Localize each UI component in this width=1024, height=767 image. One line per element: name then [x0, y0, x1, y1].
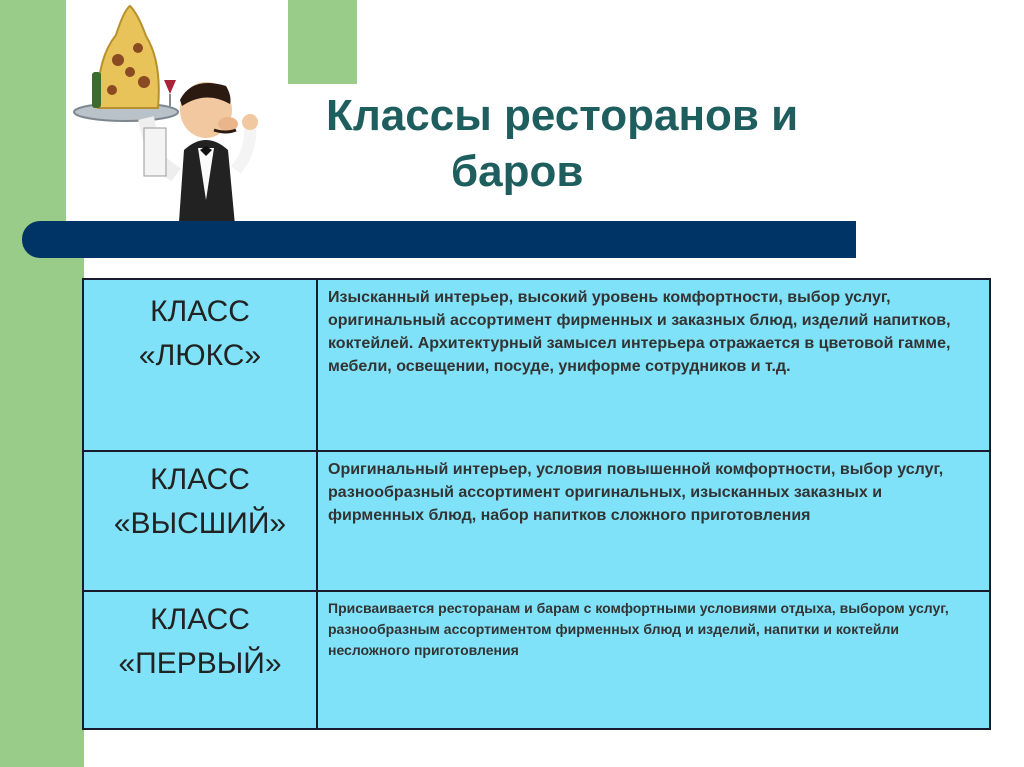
- class-cell: [84, 280, 318, 450]
- page-title-line1: Классы ресторанов и: [326, 91, 799, 140]
- class-word: КЛАСС: [150, 463, 250, 496]
- restaurant-classes-table: [82, 278, 991, 730]
- waiter-illustration: [66, 0, 288, 248]
- class-name: «ВЫСШИЙ»: [113, 507, 287, 540]
- table-row: [84, 592, 989, 728]
- waiter-with-pasta-tray-icon: [66, 0, 288, 248]
- class-description: Присваивается ресторанам и барам с комфортными условиями отдыха, выбором услуг, разнообразным ассортиментом фирменных блюд и изделий, напитки и коктейли несложного приготовления: [328, 600, 949, 658]
- class-cell: [84, 592, 318, 728]
- table-row: [84, 452, 989, 592]
- class-name: «ЛЮКС»: [138, 339, 262, 372]
- title-underline-bar: [22, 221, 856, 258]
- table-row: [84, 280, 989, 452]
- class-name: «ПЕРВЫЙ»: [118, 647, 282, 680]
- class-cell: [84, 452, 318, 590]
- class-word: КЛАСС: [150, 603, 250, 636]
- class-description: Изысканный интерьер, высокий уровень комфортности, выбор услуг, оригинальный ассортимент фирменных и заказных блюд, изделий напитков, коктейлей. Архитектурный замысел интерьера отражается в цветовой гамме, мебели, освещении, посуде, униформе сотрудников и т.д.: [328, 289, 951, 375]
- class-word: КЛАСС: [150, 295, 250, 328]
- page-title: [326, 88, 926, 200]
- page-title-line2: баров: [451, 147, 584, 196]
- class-description: Оригинальный интерьер, условия повышенной комфортности, выбор услуг, разнообразный ассортимент оригинальных, изысканных заказных и фирменных блюд, набор напитков сложного приготовления: [328, 461, 944, 524]
